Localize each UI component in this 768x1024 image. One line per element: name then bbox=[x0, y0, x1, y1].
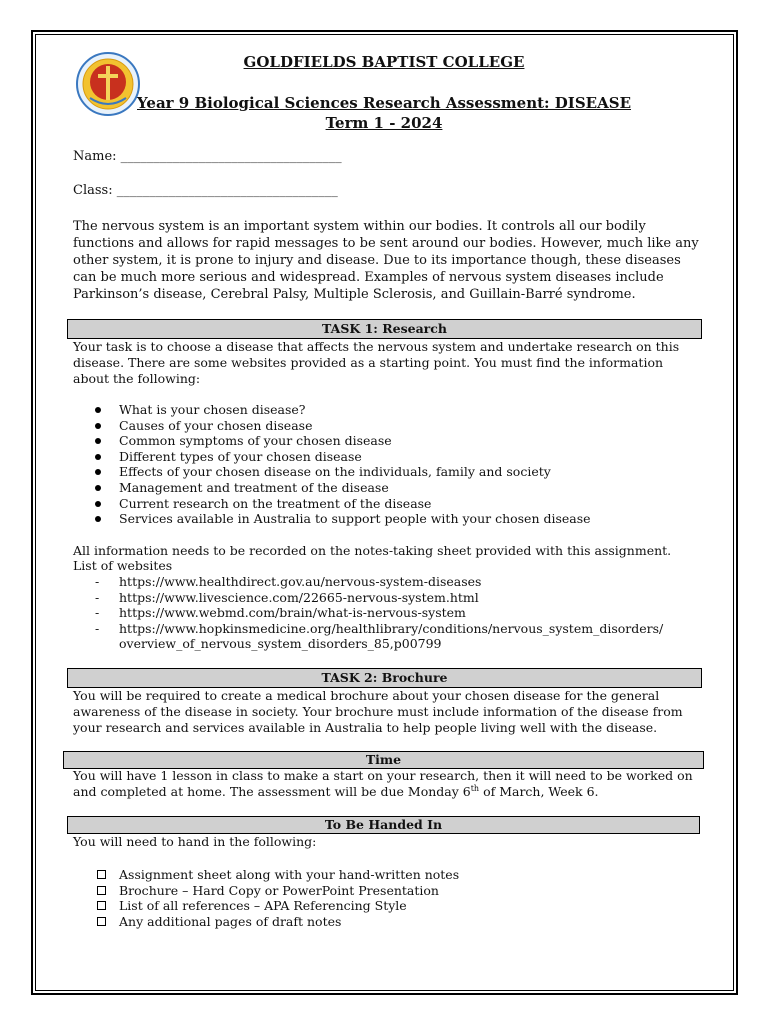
list-item: Common symptoms of your chosen disease bbox=[95, 433, 591, 449]
assessment-title: Year 9 Biological Sciences Research Assessment: DISEASE bbox=[137, 94, 631, 112]
list-item: Current research on the treatment of the disease bbox=[95, 496, 591, 512]
website-link[interactable]: - https://www.webmd.com/brain/what-is-nervous-system bbox=[95, 605, 466, 621]
websites-list bbox=[95, 574, 695, 652]
handin-list bbox=[97, 867, 459, 929]
list-item: Effects of your chosen disease on the individuals, family and society bbox=[95, 464, 591, 480]
task1-text: Your task is to choose a disease that affects the nervous system and undertake research on this disease. There are some websites provided as a starting point. You must find the information about the following: bbox=[73, 339, 680, 386]
task1-list bbox=[95, 402, 591, 527]
name-label: Name: bbox=[73, 149, 121, 164]
checkbox-icon bbox=[97, 901, 106, 910]
task1-heading: TASK 1: Research bbox=[67, 319, 702, 339]
handin-heading: To Be Handed In bbox=[67, 816, 700, 834]
handin-intro: You will need to hand in the following: bbox=[73, 834, 317, 849]
bullet-icon bbox=[95, 485, 101, 491]
list-item: Causes of your chosen disease bbox=[95, 418, 591, 434]
class-field bbox=[73, 183, 338, 199]
websites-label: List of websites bbox=[73, 558, 173, 573]
task2-text: You will be required to create a medical brochure about your chosen disease for the general awareness of the disease in society. Your brochure must include information of the disease from your research and services available in Australia to help people living well with the disease. bbox=[73, 688, 683, 735]
list-item: Management and treatment of the disease bbox=[95, 480, 591, 496]
bullet-icon bbox=[95, 469, 101, 475]
bullet-icon bbox=[95, 407, 101, 413]
notes-instruction: All information needs to be recorded on the notes-taking sheet provided with this assignment. bbox=[73, 543, 672, 558]
website-link[interactable]: - https://www.healthdirect.gov.au/nervous-system-diseases bbox=[95, 574, 482, 589]
time-text: You will have 1 lesson in class to make a start on your research, then it will need to be worked on and completed at home. The assessment will be due Monday 6th of March, Week 6. bbox=[73, 768, 693, 799]
list-item: What is your chosen disease? bbox=[95, 402, 591, 418]
website-link[interactable]: - https://www.livescience.com/22665-nervous-system.html bbox=[95, 589, 479, 605]
class-blank: __________________________________ bbox=[116, 183, 338, 198]
list-item: Brochure – Hard Copy or PowerPoint Presentation bbox=[97, 883, 459, 899]
college-title: GOLDFIELDS BAPTIST COLLEGE bbox=[243, 53, 525, 71]
website-link[interactable]: - https://www.hopkinsmedicine.org/healthlibrary/conditions/nervous_system_disorders/ overview_of_nervous_system_disorders_85,p00799 bbox=[95, 620, 664, 652]
name-field bbox=[73, 149, 342, 165]
bullet-icon bbox=[95, 438, 101, 444]
time-heading: Time bbox=[63, 751, 704, 769]
checkbox-icon bbox=[97, 870, 106, 879]
task2-heading: TASK 2: Brochure bbox=[67, 668, 702, 688]
term-title: Term 1 - 2024 bbox=[325, 114, 443, 132]
checkbox-icon bbox=[97, 886, 106, 895]
list-item: Any additional pages of draft notes bbox=[97, 914, 459, 930]
bullet-icon bbox=[95, 516, 101, 522]
bullet-icon bbox=[95, 501, 101, 507]
list-item: Different types of your chosen disease bbox=[95, 449, 591, 465]
bullet-icon bbox=[95, 454, 101, 460]
bullet-icon bbox=[95, 423, 101, 429]
checkbox-icon bbox=[97, 917, 106, 926]
intro-paragraph: The nervous system is an important system within our bodies. It controls all our bodily functions and allows for rapid messages to be sent around our bodies. However, much like any other system, it is prone to injury and disease. Due to its importance though, these diseases can be much more serious and widespread. Examples of nervous system diseases include Parkinson’s disease, Cerebral Palsy, Multiple Sclerosis, and Guillain-Barré syndrome. bbox=[73, 219, 699, 302]
list-item: List of all references – APA Referencing Style bbox=[97, 898, 459, 914]
list-item: Services available in Australia to support people with your chosen disease bbox=[95, 511, 591, 527]
name-blank: __________________________________ bbox=[120, 149, 342, 164]
list-item: Assignment sheet along with your hand-written notes bbox=[97, 867, 459, 883]
class-label: Class: bbox=[73, 183, 117, 198]
